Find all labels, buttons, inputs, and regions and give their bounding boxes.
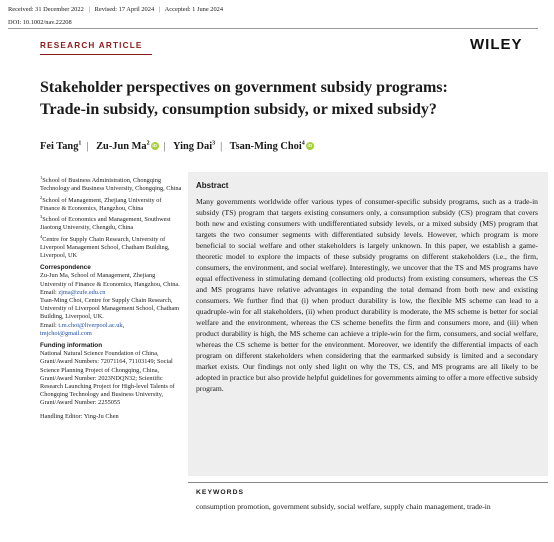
- author[interactable]: Tsan-Ming Choi$^4$ iD: [229, 141, 313, 153]
- revised-date: Revised: 17 April 2024: [94, 6, 155, 13]
- funding-heading: Funding information: [40, 342, 103, 350]
- correspondence-text: Tsan-Ming Choi, Centre for Supply Chain Research, University of Liverpool Management School, Chatham Building, Liverpool, UK.: [40, 297, 180, 321]
- affiliation: $^4$Centre for Supply Chain Research, University of Liverpool Management School, Chatham Building, Liverpool, UK: [40, 233, 170, 259]
- orcid-icon[interactable]: iD: [307, 143, 313, 149]
- article-title: [40, 77, 510, 121]
- funding-text: National Natural Science Foundation of China, Grant/Award Numbers: 72071164, 71103149; Social Science Planning Project of Chongqing, China, Grant/Award Number: 2023NDQN32; Scientific Research Launching Project for High-level Talents of Chongqing Technology and Business University, Grant/Award Number: 2255055: [40, 350, 175, 407]
- author[interactable]: Zu-Jun Ma$^2$ iD: [96, 141, 157, 153]
- title-line-2: Trade-in subsidy, consumption subsidy, or mixed subsidy?: [40, 101, 437, 118]
- correspondence-heading: Correspondence: [40, 264, 91, 272]
- divider: |: [86, 141, 89, 153]
- correspondence-text: Zu-Jun Ma, School of Management, Zhejiang University of Finance & Economics, Hangzhou, China.: [40, 272, 180, 288]
- keywords-heading: KEYWORDS: [196, 489, 245, 496]
- title-line-1: Stakeholder perspectives on government subsidy programs:: [40, 79, 448, 96]
- history-dates: [8, 6, 225, 13]
- keywords-rule: [188, 482, 548, 483]
- email-line: [40, 330, 182, 338]
- article-type: RESEARCH ARTICLE: [40, 41, 143, 50]
- divider: |: [220, 141, 223, 153]
- affiliation: $^3$School of Economics and Management, Southwest Jiaotong University, Chengdu, China: [40, 214, 171, 232]
- sidebar-info: [40, 174, 182, 421]
- abstract-heading: Abstract: [196, 181, 229, 190]
- divider: |: [159, 6, 161, 13]
- article-type-rule: [40, 54, 152, 55]
- email-link[interactable]: tmjchoi@gmail.com: [40, 329, 92, 337]
- author[interactable]: Ying Dai$^3$: [172, 141, 216, 153]
- publisher-logo: WILEY: [470, 36, 523, 53]
- divider: |: [163, 141, 166, 153]
- email-link[interactable]: t.m.choi@liverpool.ac.uk: [58, 321, 123, 329]
- abstract-text: Many governments worldwide offer various types of consumer-specific subsidy programs, such as a trade-in subsidy (TS) program that targets existing consumers only, a consumption subsidy (CS) program that covers both new and existing consumers with undifferentiated subsidy levels, or a mixed subsidy (MS) program that targets the two consumer segments with differentiated subsidy levels. However, which program is more beneficial to social welfare and other stakeholders is largely unknown. In this paper, we establish a game-theoretic model to explore the impacts of these subsidy programs on different stakeholders (i.e., the firm, consumers, the environment, and social welfare). Interestingly, we uncover that the TS and MS programs have equal effectiveness in stimulating demand (collecting old products) from existing consumers, whereas the CS and MS programs have relative advantages in expanding the total demand from both new and existing consumers. We further find that (i) when product durability is low, the flexible MS scheme can lead to a quadruple-win for all stakeholders, (ii) when product durability is moderate, the MS scheme is better for social welfare and the environment, whereas the CS scheme benefits the firm and consumers more, and (iii) when product durability is high, the MS scheme can achieve a triple-win for the firm, consumers, and social welfare, whereas the CS scheme is better for the environment. Moreover, we identify the differential impacts of each program on different stakeholders when considering that the earmarked subsidy is limited and a secondary market exists. Our findings not only shed light on why the TS, CS, and MS programs are all likely to be adopted in practice but also provide helpful guidelines for governments aiming to offer a more effective subsidy program.: [196, 197, 538, 393]
- accepted-date: Accepted: 1 June 2024: [164, 6, 224, 13]
- header-rule: [8, 28, 538, 29]
- email-line: Email: t.m.choi@liverpool.ac.uk,: [40, 321, 125, 329]
- received-date: Received: 31 December 2022: [8, 6, 84, 13]
- keywords-text: consumption promotion, government subsidy, social welfare, supply chain management, trade-in: [196, 502, 491, 511]
- handling-editor: Handling Editor: Ying-Ju Chen: [40, 412, 119, 420]
- email-link[interactable]: zjma@zufe.edu.cn: [58, 288, 106, 296]
- author[interactable]: Fei Tang$^1$: [40, 141, 82, 153]
- doi: DOI: 10.1002/nav.22208: [8, 19, 72, 26]
- divider: |: [88, 6, 91, 13]
- author-list: [40, 141, 314, 152]
- orcid-icon[interactable]: iD: [152, 143, 157, 149]
- affiliation: $^2$School of Management, Zhejiang University of Finance & Economics, Hangzhou, China: [40, 194, 162, 212]
- email-line: Email: zjma@zufe.edu.cn: [40, 288, 106, 296]
- affiliation: $^1$School of Business Administration, Chongqing Technology and Business University, Chongqing, China: [40, 175, 182, 193]
